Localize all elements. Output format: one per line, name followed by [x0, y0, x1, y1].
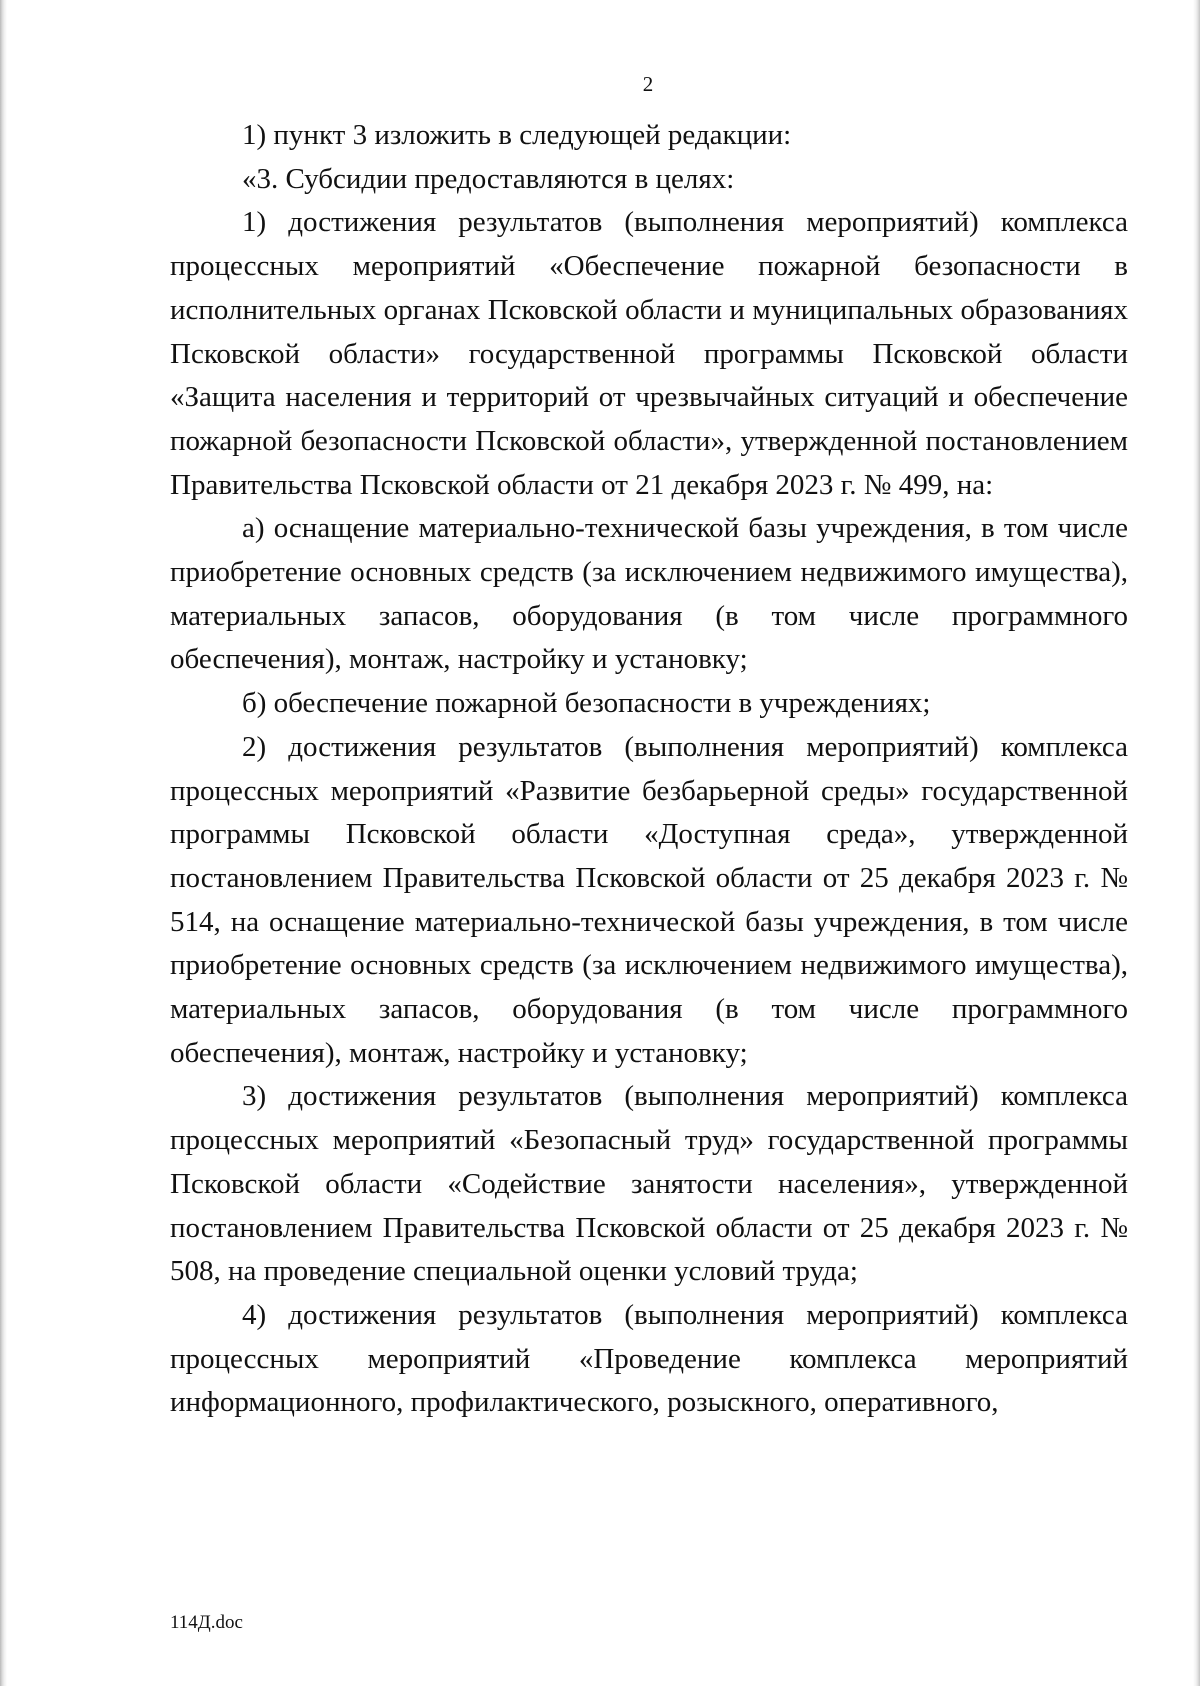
page-number: 2	[642, 72, 654, 96]
scan-edge-right	[1193, 0, 1200, 1686]
paragraph-item-3: 3) достижения результатов (выполнения мероприятий) комплекса процессных мероприятий «Безопасный труд» государственной программы Псковской области «Содействие занятости населения», утвержденной постановлением Правительства Псковской области от 25 декабря 2023 г. № 508, на проведение специальной оценки условий труда;	[170, 1080, 1128, 1288]
document-body	[170, 114, 1128, 1425]
paragraph-subitem-b: б) обеспечение пожарной безопасности в учреждениях;	[242, 687, 931, 720]
paragraph-clause-3-heading: «3. Субсидии предоставляются в целях:	[242, 162, 735, 195]
footer-filename: 114Д.doc	[170, 1612, 243, 1633]
paragraph-subitem-a: а) оснащение материально-технической базы учреждения, в том числе приобретение основных средств (за исключением недвижимого имущества), материальных запасов, оборудования (в том числе программного обеспечения), монтаж, настройку и установку;	[170, 512, 1128, 676]
paragraph-amendment-intro: 1) пункт 3 изложить в следующей редакции:	[242, 119, 792, 151]
paragraph-item-4: 4) достижения результатов (выполнения мероприятий) комплекса процессных мероприятий «Проведение комплекса мероприятий информационного, профилактического, розыскного, оперативного,	[170, 1298, 1128, 1419]
paragraph-item-2: 2) достижения результатов (выполнения мероприятий) комплекса процессных мероприятий «Развитие безбарьерной среды» государственной программы Псковской области «Доступная среда», утвержденной постановлением Правительства Псковской области от 25 декабря 2023 г. № 514, на оснащение материально-технической базы учреждения, в том числе приобретение основных средств (за исключением недвижимого имущества), материальных запасов, оборудования (в том числе программного обеспечения), монтаж, настройку и установку;	[170, 730, 1128, 1069]
paragraph-item-1: 1) достижения результатов (выполнения мероприятий) комплекса процессных мероприятий «Обеспечение пожарной безопасности в исполнительных органах Псковской области и муниципальных образованиях Псковской области» государственной программы Псковской области «Защита населения и территорий от чрезвычайных ситуаций и обеспечение пожарной безопасности Псковской области», утвержденной постановлением Правительства Псковской области от 21 декабря 2023 г. № 499, на:	[170, 206, 1128, 501]
scan-edge-left	[0, 0, 7, 1686]
